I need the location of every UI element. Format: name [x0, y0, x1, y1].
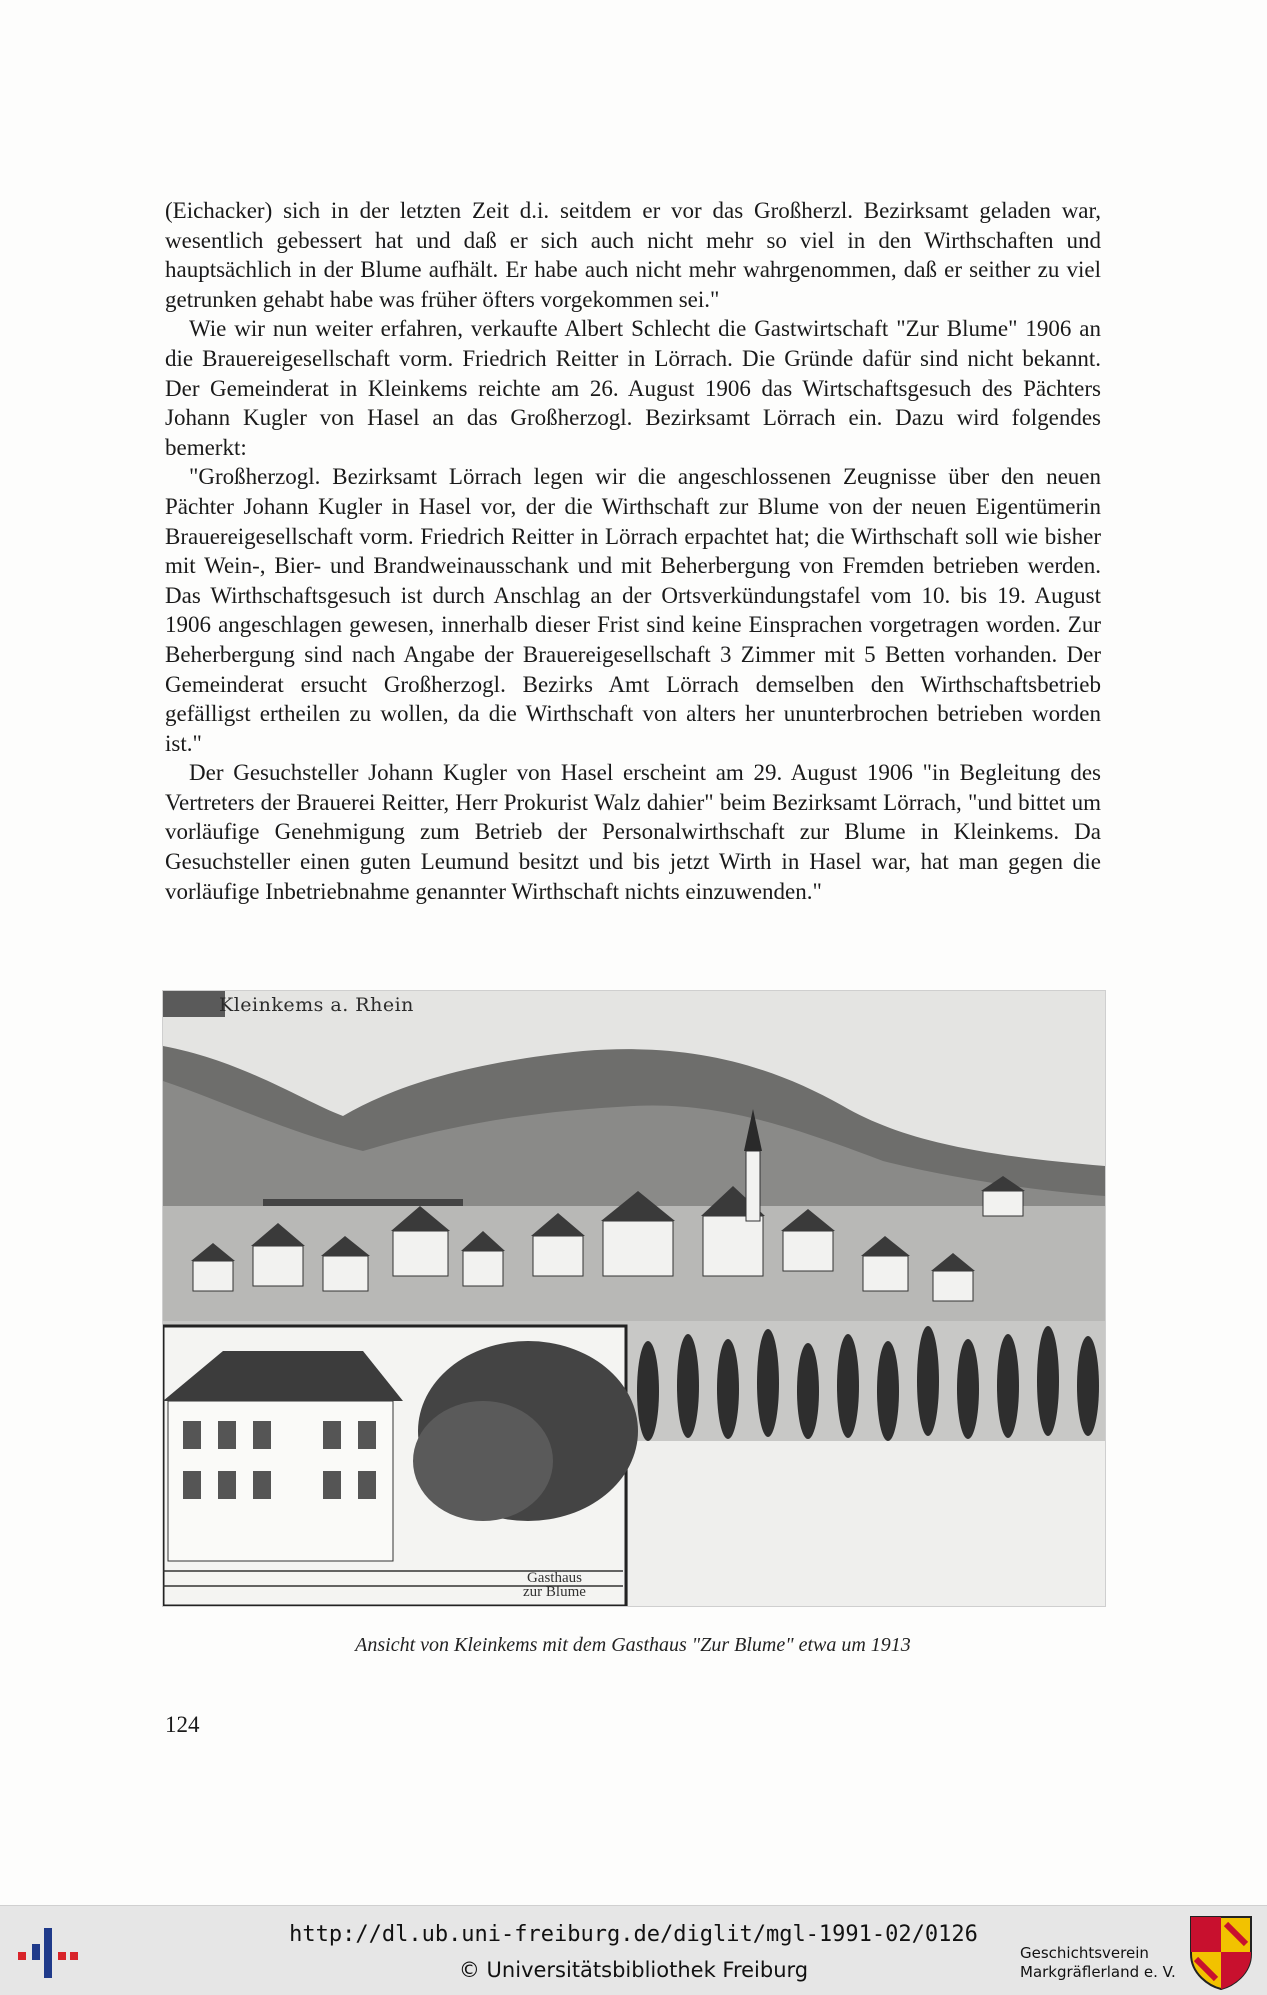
coat-of-arms-icon[interactable] — [1188, 1914, 1254, 1990]
gasthaus-sign — [523, 1571, 586, 1599]
sign-line-2: zur Blume — [523, 1584, 586, 1600]
copyright-text: © Universitätsbibliothek Freiburg — [458, 1958, 809, 1982]
society-name[interactable] — [1020, 1944, 1176, 1982]
viewer-footer — [0, 1905, 1267, 1995]
document-url-link[interactable]: http://dl.ub.uni-freiburg.de/diglit/mgl-1991-02/0126 — [289, 1922, 978, 1947]
paragraph-3: "Großherzogl. Bezirksamt Lörrach legen wir die angeschlossenen Zeugnisse über den neuen Pächter Johann Kugler in Hasel vor, der die Wirthschaft zur Blume von der neuen Eigentümerin Brauereigesellschaft vorm. Friedrich Reitter in Lörrach erpachtet hat; die Wirthschaft soll wie bisher mit Wein-, Bier- und Brandweinausschank und mit Beherbergung von Fremden betrieben werden. Das Wirthschaftsgesuch ist durch Anschlag an der Ortsverkündungstafel vom 10. bis 19. August 1906 angeschlagen gewesen, innerhalb dieser Frist sind keine Einsprachen vorgetragen worden. Zur Beherbergung sind nach Angabe der Brauereigesellschaft 3 Zimmer mit 5 Betten vorhanden. Der Gemeinderat ersucht Großherzogl. Bezirks Amt Lörrach demselben den Wirthschaftsbetrieb gefälligst ertheilen zu wollen, da die Wirthschaft von alters her ununterbrochen betrieben worden ist." — [165, 464, 1101, 756]
society-line-1: Geschichtsverein — [1020, 1944, 1149, 1962]
page-number: 124 — [165, 1712, 200, 1737]
paragraph-4: Der Gesuchsteller Johann Kugler von Hasel erscheint am 29. August 1906 "in Begleitung des Vertreters der Brauerei Reitter, Herr Prokurist Walz dahier" beim Bezirksamt Lörrach, "und bittet um vorläufige Genehmigung zum Betrieb der Personalwirthschaft zur Blume in Kleinkems. Da Gesuchsteller einen guten Leumund besitzt und bis jetzt Wirth in Hasel war, hat man gegen die vorläufige Inbetriebnahme genannter Wirthschaft nichts einzuwenden." — [165, 760, 1101, 904]
paragraph-2: Wie wir nun weiter erfahren, verkaufte Albert Schlecht die Gastwirtschaft "Zur Blume" 1906 an die Brauereigesellschaft vorm. Friedrich Reitter in Lörrach. Die Gründe dafür sind nicht bekannt. Der Gemeinderat in Kleinkems reichte am 26. August 1906 das Wirtschaftsgesuch des Pächters Johann Kugler von Hasel an das Großherzogl. Bezirksamt Lörrach ein. Dazu wird folgendes bemerkt: — [165, 316, 1101, 460]
historic-postcard-image — [162, 990, 1106, 1607]
society-line-2: Markgräflerland e. V. — [1020, 1963, 1176, 1981]
figure-caption: Ansicht von Kleinkems mit dem Gasthaus "Zur Blume" etwa um 1913 — [355, 1634, 911, 1656]
postcard-illustration — [163, 991, 1105, 1606]
sign-line-1: Gasthaus — [526, 1570, 582, 1586]
postcard-title: Kleinkems a. Rhein — [219, 994, 414, 1016]
article-body — [165, 196, 1101, 906]
paragraph-1: (Eichacker) sich in der letzten Zeit d.i. seitdem er vor das Großherzl. Bezirksamt geladen war, wesentlich gebessert hat und daß er sich auch nicht mehr so viel in den Wirthschaften und hauptsächlich in der Blume aufhält. Er habe auch nicht mehr wahrgenommen, daß er seither zu viel getrunken gehabt habe was früher öfters vorgekommen sei." — [165, 198, 1101, 312]
